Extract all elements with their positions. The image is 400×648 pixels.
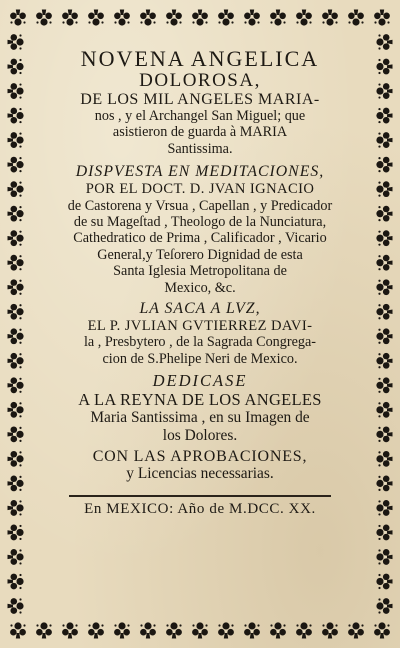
fleuron-ornament <box>376 377 392 393</box>
fleuron-ornament <box>62 622 78 638</box>
fleuron-ornament <box>376 525 392 541</box>
fleuron-ornament <box>376 83 392 99</box>
fleuron-ornament <box>8 34 24 50</box>
fleuron-ornament <box>376 255 392 271</box>
fleuron-ornament <box>114 622 130 638</box>
fleuron-ornament <box>8 157 24 173</box>
author-line-2: de Castorena y Vrsua , Capellan , y Predicador <box>67 197 333 214</box>
fleuron-ornament <box>376 426 392 442</box>
fleuron-ornament <box>192 622 208 638</box>
fleuron-ornament <box>376 34 392 50</box>
imprint-line: En MEXICO: Año de M.DCC. XX. <box>84 500 316 517</box>
fleuron-ornament <box>8 328 24 344</box>
editor-line-2: la , Presbytero , de la Sagrada Congrega- <box>83 334 317 351</box>
fleuron-ornament <box>348 622 364 638</box>
fleuron-ornament <box>8 500 24 516</box>
fleuron-ornament <box>374 10 390 26</box>
fleuron-ornament <box>376 304 392 320</box>
fleuron-ornament <box>140 622 156 638</box>
editor-heading: LA SACA A LVZ, <box>139 300 261 318</box>
fleuron-ornament <box>36 10 52 26</box>
fleuron-ornament <box>376 157 392 173</box>
fleuron-ornament <box>8 108 24 124</box>
fleuron-ornament <box>296 622 312 638</box>
fleuron-ornament <box>376 451 392 467</box>
fleuron-ornament <box>8 181 24 197</box>
fleuron-ornament <box>88 622 104 638</box>
dedication-heading: DEDICASE <box>152 371 248 391</box>
author-heading: DISPVESTA EN MEDITACIONES, <box>75 163 325 181</box>
fleuron-ornament <box>8 377 24 393</box>
fleuron-ornament <box>8 279 24 295</box>
fleuron-ornament <box>376 598 392 614</box>
fleuron-ornament <box>348 10 364 26</box>
title-text-block <box>38 36 362 614</box>
approvals-heading: CON LAS APROBACIONES, <box>92 447 308 465</box>
author-line-5: General,y Teſorero Dignidad de esta <box>97 246 303 263</box>
fleuron-ornament <box>166 10 182 26</box>
author-line-3: de su Mageſtad , Theologo de la Nunciatura, <box>73 214 327 231</box>
fleuron-ornament <box>244 622 260 638</box>
fleuron-ornament <box>8 353 24 369</box>
dedication-line-3: los Dolores. <box>162 426 238 444</box>
fleuron-ornament <box>376 108 392 124</box>
author-line-7: Mexico, &c. <box>164 279 236 296</box>
fleuron-ornament <box>8 206 24 222</box>
fleuron-ornament <box>8 132 24 148</box>
title-line-2: DOLOROSA, <box>139 70 261 91</box>
fleuron-ornament <box>376 549 392 565</box>
fleuron-ornament <box>8 426 24 442</box>
editor-line-3: cion de S.Phelipe Neri de Mexico. <box>102 350 298 367</box>
fleuron-ornament <box>192 10 208 26</box>
fleuron-ornament <box>8 304 24 320</box>
fleuron-ornament <box>376 328 392 344</box>
author-line-1: POR EL DOCT. D. JVAN IGNACIO <box>85 181 315 198</box>
fleuron-ornament <box>322 622 338 638</box>
approvals-line: y Licencias necessarias. <box>126 464 274 482</box>
fleuron-ornament <box>8 230 24 246</box>
fleuron-ornament <box>376 475 392 491</box>
fleuron-ornament <box>8 83 24 99</box>
fleuron-ornament <box>8 549 24 565</box>
dedication-line-1: A LA REYNA DE LOS ANGELES <box>78 389 322 409</box>
fleuron-ornament <box>8 451 24 467</box>
fleuron-ornament <box>8 59 24 75</box>
fleuron-ornament <box>8 598 24 614</box>
fleuron-ornament <box>8 255 24 271</box>
author-line-4: Cathedratico de Prima , Calificador , Vicario <box>73 230 327 247</box>
fleuron-ornament <box>376 132 392 148</box>
author-line-6: Santa Iglesia Metropolitana de <box>113 263 287 280</box>
imprint-rule <box>69 495 331 497</box>
title-line-6: Santissima. <box>167 140 233 157</box>
fleuron-ornament <box>218 10 234 26</box>
fleuron-ornament <box>10 10 26 26</box>
fleuron-ornament <box>218 622 234 638</box>
title-line-3: DE LOS MIL ANGELES MARIA- <box>80 91 320 108</box>
fleuron-ornament <box>10 622 26 638</box>
fleuron-ornament <box>114 10 130 26</box>
fleuron-ornament <box>376 402 392 418</box>
fleuron-ornament <box>376 206 392 222</box>
fleuron-ornament <box>376 574 392 590</box>
title-line-4: nos , y el Archangel San Miguel; que <box>94 108 306 124</box>
fleuron-ornament <box>140 10 156 26</box>
fleuron-ornament <box>376 230 392 246</box>
fleuron-ornament <box>270 622 286 638</box>
fleuron-ornament <box>270 10 286 26</box>
title-line-5: asistieron de guarda à MARIA <box>112 124 288 141</box>
fleuron-ornament <box>376 353 392 369</box>
fleuron-ornament <box>8 402 24 418</box>
fleuron-ornament <box>376 279 392 295</box>
fleuron-ornament <box>36 622 52 638</box>
fleuron-ornament <box>8 475 24 491</box>
fleuron-ornament <box>88 10 104 26</box>
title-line-1: NOVENA ANGELICA <box>80 46 320 71</box>
fleuron-ornament <box>322 10 338 26</box>
fleuron-ornament <box>8 525 24 541</box>
fleuron-ornament <box>376 500 392 516</box>
fleuron-ornament <box>244 10 260 26</box>
editor-line-1: EL P. JVLIAN GVTIERREZ DAVI- <box>87 318 313 335</box>
fleuron-ornament <box>296 10 312 26</box>
fleuron-ornament <box>8 574 24 590</box>
fleuron-ornament <box>166 622 182 638</box>
fleuron-ornament <box>62 10 78 26</box>
fleuron-ornament <box>376 59 392 75</box>
fleuron-ornament <box>376 181 392 197</box>
fleuron-ornament <box>374 622 390 638</box>
dedication-line-2: Maria Santissima , en su Imagen de <box>90 408 310 426</box>
